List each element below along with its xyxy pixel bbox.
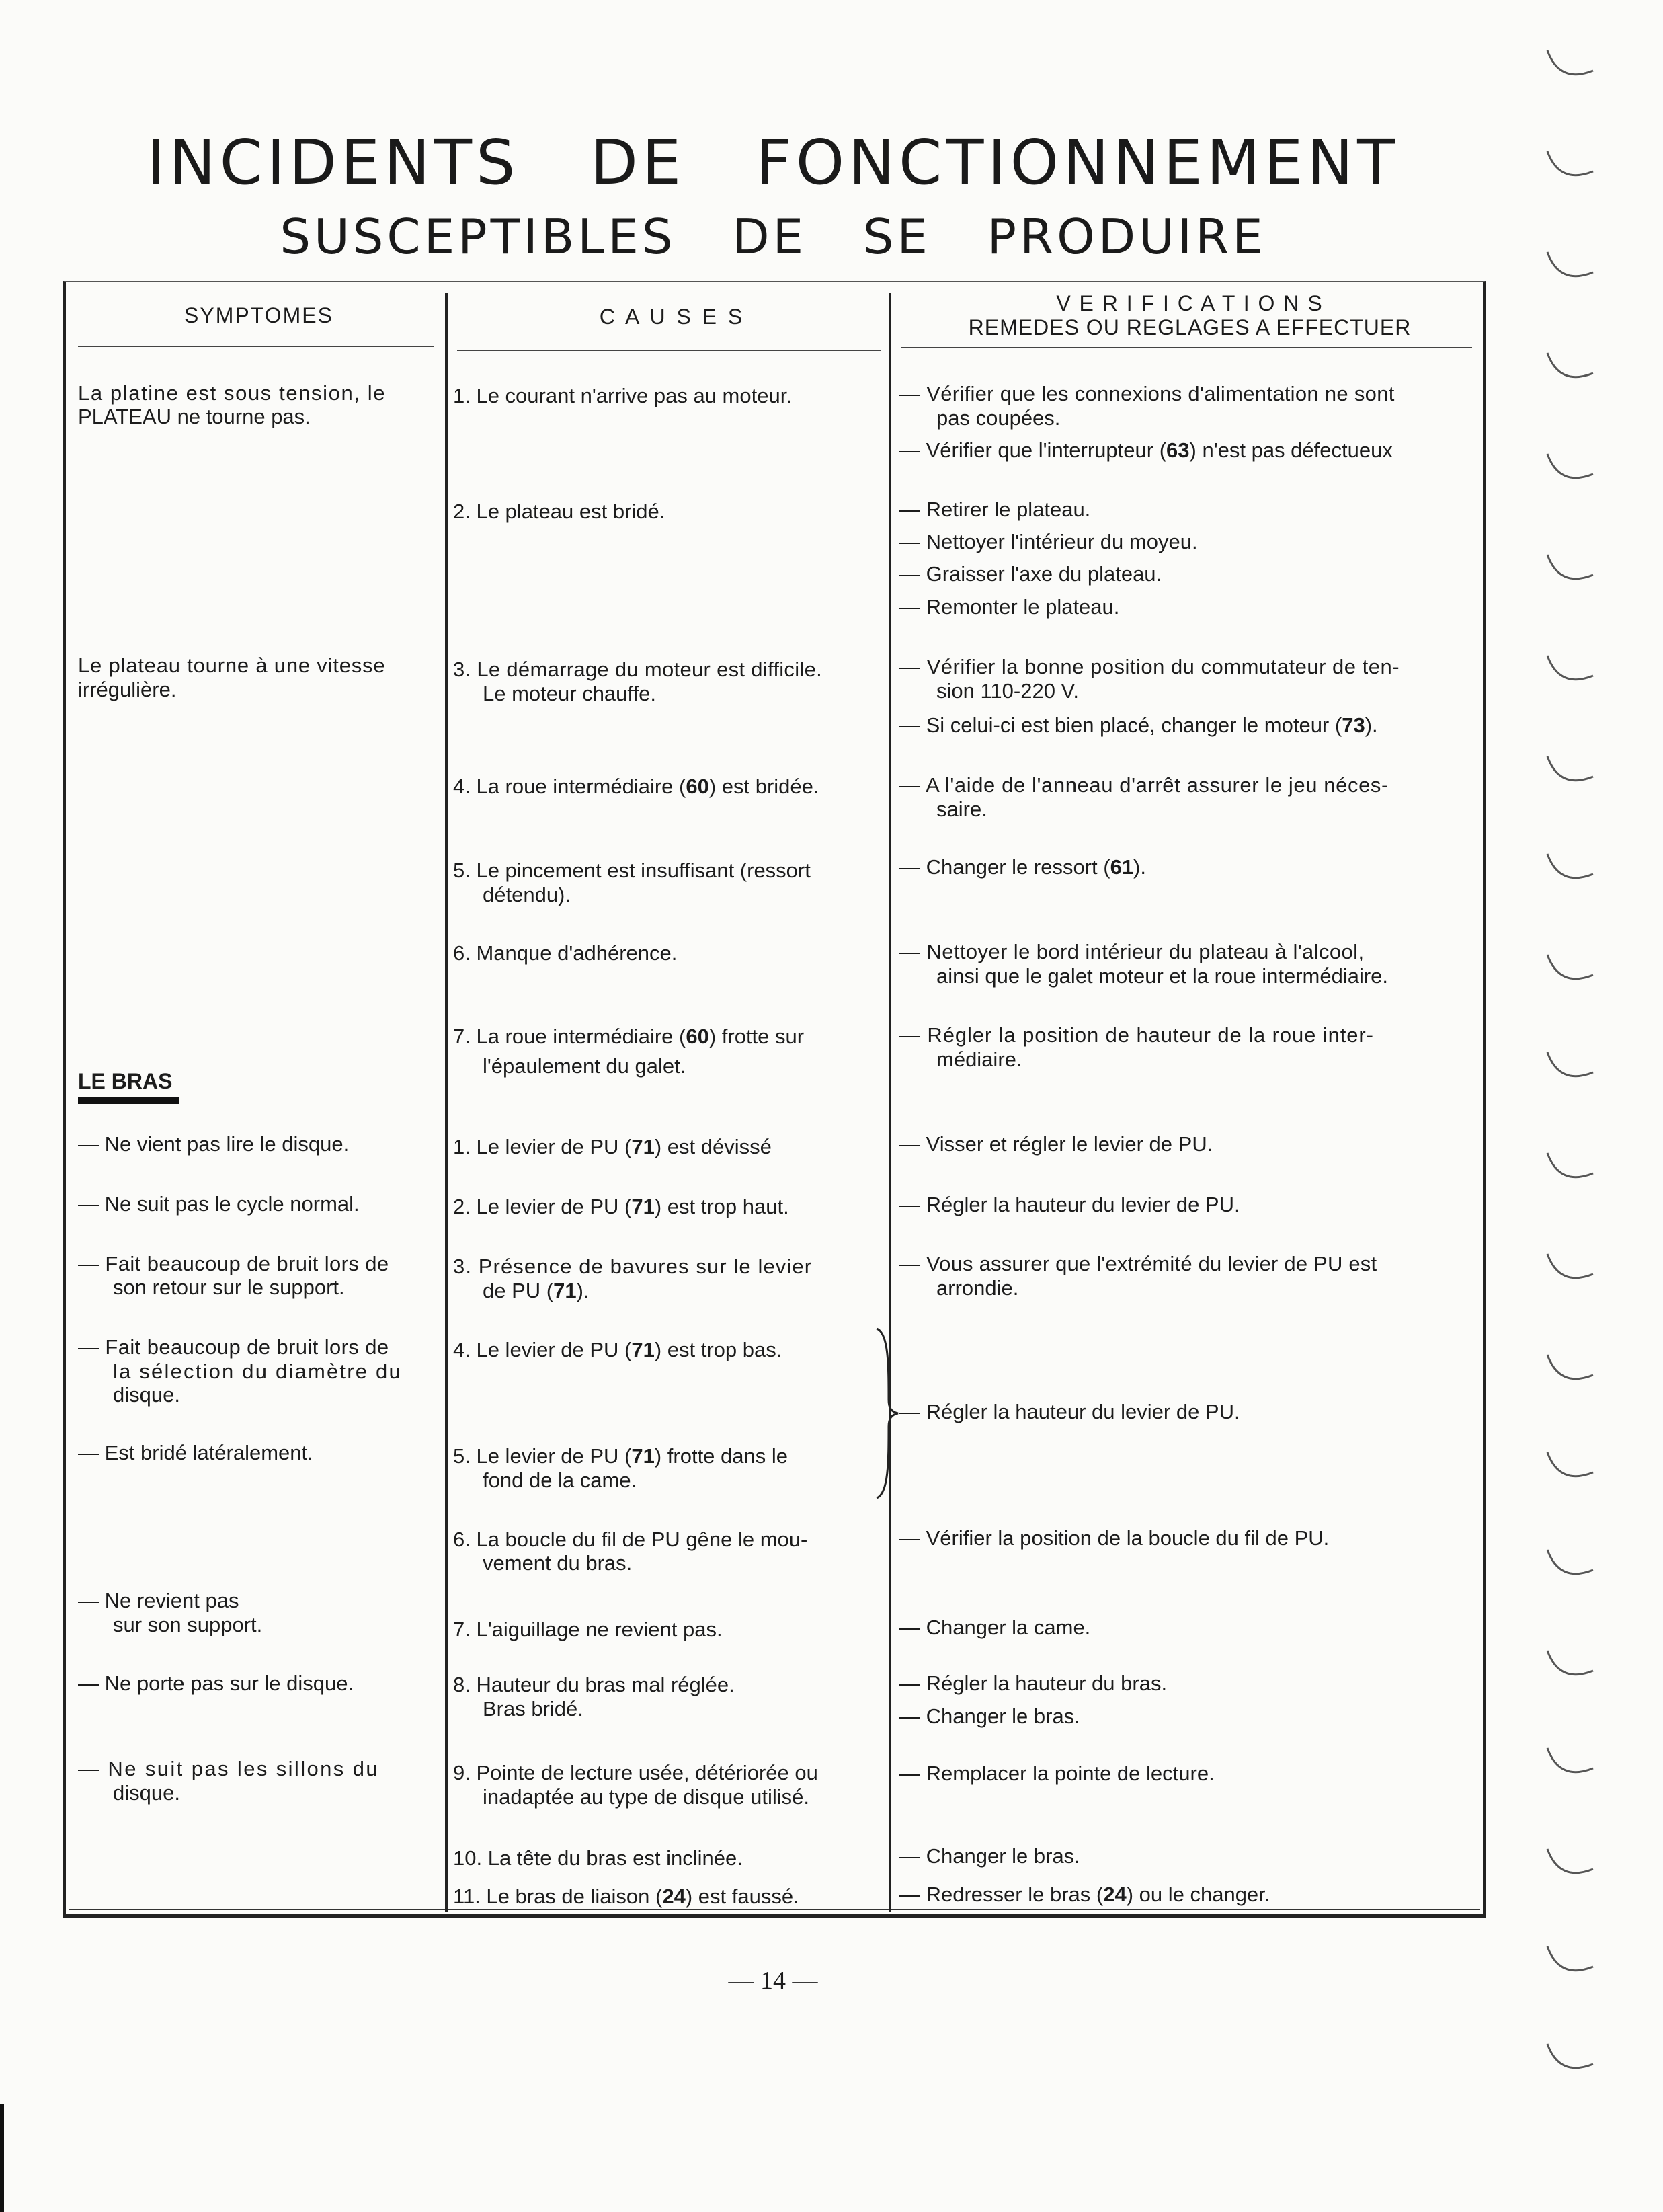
bras-remedy-1: — Visser et régler le levier de PU.: [899, 1132, 1213, 1156]
header-remedes: REMEDES OU REGLAGES A EFFECTUER: [968, 315, 1412, 340]
bras-cause-6-line-1: 6. La boucle du fil de PU gêne le mou-: [453, 1528, 808, 1551]
remedy-2-line-2: — Nettoyer l'intérieur du moyeu.: [899, 530, 1198, 553]
header-causes: C A U S E S: [599, 305, 745, 329]
remedy-6-line-2: ainsi que le galet moteur et la roue intermédiaire.: [936, 964, 1389, 988]
cause-6: 6. Manque d'adhérence.: [453, 941, 678, 965]
bras-remedy-9: — Remplacer la pointe de lecture.: [899, 1762, 1215, 1785]
page-subtitle: SUSCEPTIBLES DE SE PRODUIRE: [280, 208, 1266, 265]
binder-holes: [1546, 0, 1663, 2212]
bras-cause-10: 10. La tête du bras est inclinée.: [453, 1846, 743, 1870]
bras-remedy-3-line-2: arrondie.: [936, 1276, 1019, 1300]
bras-cause-9-line-2: inadaptée au type de disque utilisé.: [483, 1785, 810, 1809]
bras-remedy-2: — Régler la hauteur du levier de PU.: [899, 1193, 1240, 1216]
bras-remedy-10: — Changer le bras.: [899, 1844, 1080, 1868]
symptom-1-line-2: PLATEAU ne tourne pas.: [78, 405, 311, 428]
symptom-1-line-1: La platine est sous tension, le: [78, 381, 387, 405]
bras-remedy-7: — Changer la came.: [899, 1616, 1091, 1639]
bras-cause-3-line-2: de PU (71).: [483, 1279, 590, 1302]
page-number: — 14 —: [728, 1967, 818, 1995]
bras-symptom-6-line-1: — Ne revient pas: [78, 1589, 239, 1612]
bras-cause-6-line-2: vement du bras.: [483, 1551, 633, 1575]
symptom-2-line-2: irrégulière.: [78, 678, 177, 701]
header-rule-verifications: [901, 347, 1472, 348]
remedy-7-line-1: — Régler la position de hauteur de la roue inter-: [899, 1023, 1374, 1047]
remedy-1-line-1: — Vérifier que les connexions d'alimentation ne sont: [899, 382, 1395, 405]
bras-symptom-4-line-1: — Fait beaucoup de bruit lors de: [78, 1335, 389, 1359]
remedy-7-line-2: médiaire.: [936, 1048, 1022, 1071]
column-divider-2: [889, 293, 891, 1912]
section-le-bras-bar: [78, 1097, 179, 1104]
header-rule-symptomes: [78, 346, 434, 347]
header-verifications: V E R I F I C A T I O N S: [1056, 291, 1324, 315]
cause-3-line-1: 3. Le démarrage du moteur est difficile.: [453, 658, 823, 681]
bras-cause-5-line-1: 5. Le levier de PU (71) frotte dans le: [453, 1444, 788, 1468]
section-le-bras: LE BRAS: [78, 1069, 173, 1093]
remedy-1-line-2: pas coupées.: [936, 406, 1061, 430]
bras-cause-5-line-2: fond de la came.: [483, 1468, 637, 1492]
bras-cause-8-line-1: 8. Hauteur du bras mal réglée.: [453, 1673, 735, 1696]
bras-symptom-2: — Ne suit pas le cycle normal.: [78, 1192, 360, 1216]
bras-cause-3-line-1: 3. Présence de bavures sur le levier: [453, 1255, 813, 1278]
bras-cause-2: 2. Le levier de PU (71) est trop haut.: [453, 1195, 789, 1218]
bras-cause-1: 1. Le levier de PU (71) est dévissé: [453, 1135, 772, 1158]
bras-symptom-7: — Ne porte pas sur le disque.: [78, 1671, 354, 1695]
bras-symptom-6-line-2: sur son support.: [113, 1613, 263, 1636]
bras-remedy-6: — Vérifier la position de la boucle du fil de PU.: [899, 1526, 1330, 1550]
bras-cause-7: 7. L'aiguillage ne revient pas.: [453, 1618, 723, 1641]
cause-7-line-2: l'épaulement du galet.: [483, 1054, 686, 1078]
bras-symptom-5: — Est bridé latéralement.: [78, 1441, 313, 1464]
remedy-2-line-4: — Remonter le plateau.: [899, 595, 1120, 619]
bras-symptom-8-line-2: disque.: [113, 1781, 180, 1805]
cause-4: 4. La roue intermédiaire (60) est bridée.: [453, 775, 819, 798]
cause-7-line-1: 7. La roue intermédiaire (60) frotte sur: [453, 1025, 805, 1048]
remedy-4-line-1: — A l'aide de l'anneau d'arrêt assurer le jeu néces-: [899, 773, 1389, 797]
remedy-6-line-1: — Nettoyer le bord intérieur du plateau à l'alcool,: [899, 940, 1365, 963]
bras-symptom-1: — Ne vient pas lire le disque.: [78, 1132, 350, 1156]
header-rule-causes: [457, 350, 881, 351]
remedy-3-line-1: — Vérifier la bonne position du commutateur de ten-: [899, 655, 1400, 678]
bras-symptom-4-line-2: la sélection du diamètre du: [113, 1359, 402, 1383]
bras-cause-9-line-1: 9. Pointe de lecture usée, détériorée ou: [453, 1761, 818, 1784]
brace-icon: [874, 1326, 901, 1501]
remedy-1-line-3: — Vérifier que l'interrupteur (63) n'est pas défectueux: [899, 438, 1393, 462]
bras-remedy-4-5: — Régler la hauteur du levier de PU.: [899, 1400, 1240, 1423]
symptom-2-line-1: Le plateau tourne à une vitesse: [78, 654, 386, 677]
remedy-5: — Changer le ressort (61).: [899, 855, 1146, 879]
remedy-3-line-3: — Si celui-ci est bien placé, changer le moteur (73).: [899, 713, 1378, 737]
bras-symptom-3-line-1: — Fait beaucoup de bruit lors de: [78, 1252, 389, 1275]
bras-remedy-3-line-1: — Vous assurer que l'extrémité du levier de PU est: [899, 1252, 1377, 1275]
page-title: INCIDENTS DE FONCTIONNEMENT: [147, 126, 1400, 198]
bras-symptom-3-line-2: son retour sur le support.: [113, 1275, 345, 1299]
bras-remedy-11: — Redresser le bras (24) ou le changer.: [899, 1883, 1270, 1906]
bras-remedy-8-line-1: — Régler la hauteur du bras.: [899, 1671, 1168, 1695]
remedy-2-line-1: — Retirer le plateau.: [899, 498, 1091, 521]
cause-5-line-1: 5. Le pincement est insuffisant (ressort: [453, 859, 811, 882]
bras-cause-4: 4. Le levier de PU (71) est trop bas.: [453, 1338, 782, 1361]
bras-cause-8-line-2: Bras bridé.: [483, 1697, 583, 1721]
column-divider-1: [445, 293, 448, 1912]
remedy-2-line-3: — Graisser l'axe du plateau.: [899, 562, 1162, 586]
bras-remedy-8-line-2: — Changer le bras.: [899, 1704, 1080, 1728]
cause-2: 2. Le plateau est bridé.: [453, 500, 665, 523]
remedy-3-line-2: sion 110-220 V.: [936, 679, 1080, 703]
header-symptomes: SYMPTOMES: [184, 303, 333, 327]
cause-3-line-2: Le moteur chauffe.: [483, 682, 656, 705]
cause-1: 1. Le courant n'arrive pas au moteur.: [453, 384, 792, 407]
bras-cause-11: 11. Le bras de liaison (24) est faussé.: [453, 1885, 799, 1908]
cause-5-line-2: détendu).: [483, 883, 571, 906]
bras-symptom-4-line-3: disque.: [113, 1383, 180, 1407]
remedy-4-line-2: saire.: [936, 797, 987, 821]
scan-edge-mark: [0, 2104, 4, 2212]
bras-symptom-8-line-1: — Ne suit pas les sillons du: [78, 1757, 379, 1780]
